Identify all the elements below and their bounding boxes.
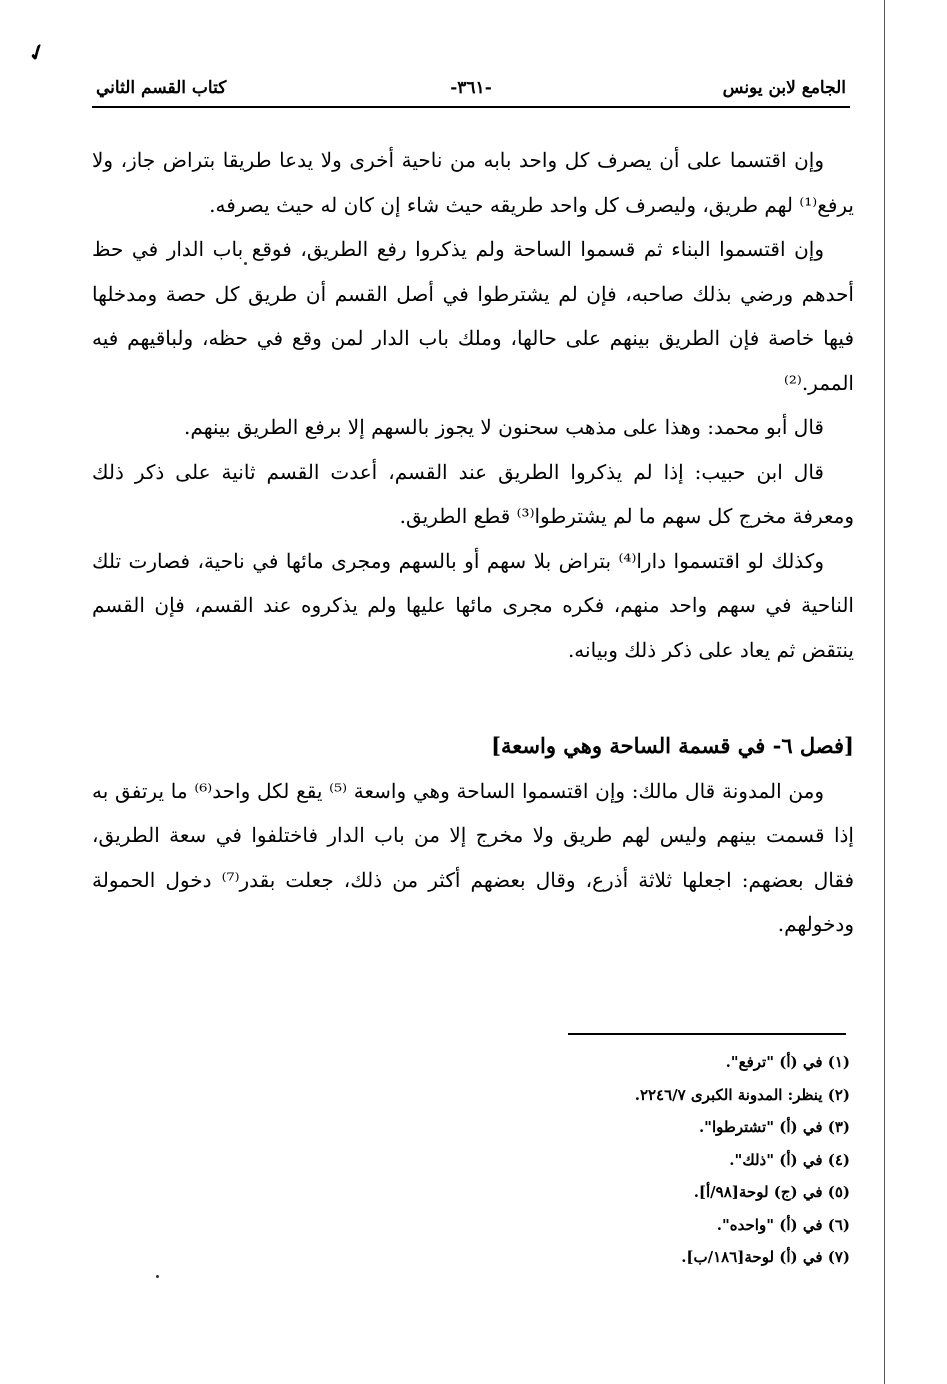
check-mark-icon: ✓ <box>24 37 51 69</box>
footnotes <box>400 1046 850 1274</box>
footnote: (٦) في (أ) "واحده". <box>716 1215 850 1234</box>
header-part-label: كتاب القسم الثاني <box>96 78 227 98</box>
paragraph: قال أبو محمد: وهذا على مذهب سحنون لا يجوز بالسهم إلا برفع الطريق بينهم. <box>184 415 824 439</box>
footnote: (٥) في (ج) لوحة[٩٨/أ]. <box>693 1183 850 1201</box>
footnote: (٧) في (أ) لوحة[١٨٦/ب]. <box>681 1248 850 1266</box>
paragraph: ومن المدونة قال مالك: وإن اقتسموا الساحة وهي واسعة ⁽⁵⁾ يقع لكل واحد⁽⁶⁾ ما يرتفق به إذا قسمت بينهم وليس لهم طريق ولا مخرج إلا من باب الدار فاختلفوا في سعة الطريق، فقال بعضهم: اجعلها ثلاثة أذرع، وقال بعضهم أكثر من ذلك، جعلت بقدر⁽⁷⁾ دخول الحمولة ودخولهم. <box>92 778 854 936</box>
paragraph: وإن اقتسما على أن يصرف كل واحد بابه من ناحية أخرى ولا يدعا طريقا بتراض جاز، ولا يرفع⁽¹⁾ لهم طريق، وليصرف كل واحد طريقه حيث شاء إن كان له حيث يصرفه. <box>92 148 854 217</box>
main-text <box>92 138 854 947</box>
paragraph: وكذلك لو اقتسموا دارا⁽⁴⁾ بتراض بلا سهم أو بالسهم ومجرى مائها في ناحية، فصارت تلك الناحية في سهم واحد منهم، فكره مجرى مائها عليها ولم يذكروه عند القسم، فإن القسم ينتقض ثم يعاد على ذكر ذلك وبيانه. <box>92 548 854 662</box>
scan-speck <box>156 1275 159 1278</box>
footnote: (٤) في (أ) "ذلك". <box>729 1150 850 1169</box>
footnote: (١) في (أ) "ترفع". <box>725 1053 850 1071</box>
paragraph: قال ابن حبيب: إذا لم يذكروا الطريق عند القسم، أعدت القسم ثانية على ذكر ذلك ومعرفة مخرج كل سهم ما لم يشترطوا⁽³⁾ قطع الطريق. <box>92 459 854 528</box>
footnote: (٣) في (أ) "تشترطوا". <box>698 1118 850 1136</box>
running-header <box>92 76 850 108</box>
paragraph: وإن اقتسموا البناء ثم قسموا الساحة ولم يذكروا رفع الطريق، فوقع باب الدار في حظ أحدهم ورضي بذلك صاحبه، فإن لم يشترطوا في أصل القسم أن طريق كل حصة ومدخلها فيها خاصة فإن الطريق بينهم على حالها، وملك باب الدار لمن وقع في حظه، ولباقيهم فيه الممر.⁽²⁾ <box>92 237 855 395</box>
scan-speck <box>244 262 247 265</box>
footnote: (٢) ينظر: المدونة الكبرى ٢٢٤٦/٧. <box>634 1085 850 1104</box>
header-page-number: -٣٦١- <box>450 78 492 98</box>
section-heading: [فصل ٦- في قسمة الساحة وهي واسعة] <box>491 733 854 758</box>
header-book-title: الجامع لابن يونس <box>722 78 846 98</box>
footnote-separator <box>568 1033 846 1035</box>
scan-page-edge <box>884 0 885 1384</box>
